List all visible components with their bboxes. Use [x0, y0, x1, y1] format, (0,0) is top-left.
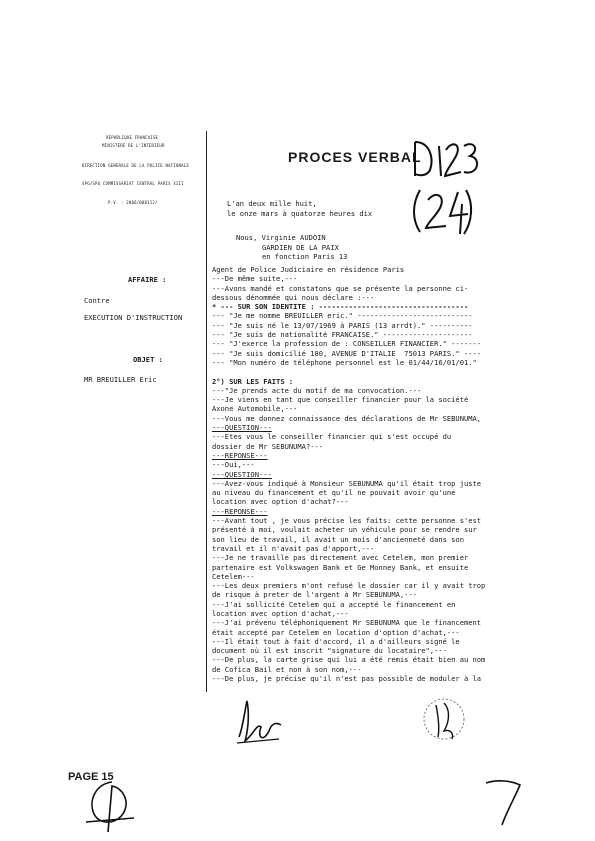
statement-line: ---"Je prends acte du motif de ma convocation.---	[212, 385, 422, 395]
margin-divider	[206, 131, 207, 692]
statement-line: ---Vous me donnez connaissance des déclarations de Mr SEBUNUMA,	[212, 413, 482, 423]
statement-body	[212, 265, 502, 683]
handwritten-annotation-d123	[412, 136, 484, 180]
statement-line: ---REPONSE---	[212, 450, 268, 460]
statement-line: dessous dénommée qui nous déclare :---	[212, 292, 375, 302]
statement-line: ---Il était tout à fait d'accord, il a d'ailleurs signé le	[212, 636, 460, 646]
statement-line: location avec option d'achat?---	[212, 497, 349, 507]
statement-line: ---Avons mandé et constatons que se présente la personne ci-	[212, 283, 469, 293]
statement-line: 2°) SUR LES FAITS :	[212, 376, 294, 386]
opening-line-2: le onze mars à quatorze heures dix	[227, 209, 373, 218]
statement-line: travail et il n'avait pas d'apport,---	[212, 543, 375, 553]
statement-line: présenté à moi, voulait acheter un véhicule pour se rendre sur	[212, 525, 477, 535]
statement-line: * --- SUR SON IDENTITE : -----------------------------------	[212, 302, 469, 312]
statement-line: --- "Je suis de nationalité FRANCAISE." ---------------------	[212, 330, 473, 340]
header-commissariat: SPG/SPQ COMMISSARIAT CENTRAL PARIS XIII	[82, 181, 184, 186]
officer-line-1: Nous, Virginie AUDOIN	[236, 233, 326, 242]
statement-line: ---De plus, je précise qu'il n'est pas possible de moduler à la	[212, 674, 482, 684]
header-pv-number: P.V. : 2006/000112/	[108, 200, 158, 205]
statement-line: Cetelem---	[212, 571, 255, 581]
statement-line: --- "Je me nomme BREUILLER eric." ---------------------------	[212, 311, 473, 321]
header-ministry: MINISTERE DE L'INTERIEUR	[102, 143, 165, 148]
header-republic: REPUBLIQUE FRANCAISE	[106, 135, 159, 140]
statement-line: ---QUESTION---	[212, 423, 272, 433]
statement-line: ---Etes vous le conseiller financier qui s'est occupé du	[212, 432, 452, 442]
signature-officer-2	[480, 775, 526, 827]
statement-line: ---J'ai sollicité Cetelem qui a accepté le financement en	[212, 599, 456, 609]
header-direction: DIRECTION GENERALE DE LA POLICE NATIONALE	[82, 163, 189, 168]
statement-line: ---Les deux premiers m'ont refusé le dossier car il y avait trop	[212, 581, 486, 591]
statement-line: ---De plus, la carte grise qui lui a été remis était bien au nom	[212, 655, 486, 665]
signature-officer-1	[82, 778, 138, 836]
statement-line: de Cofica Bail et non à son nom,---	[212, 664, 362, 674]
opening-line-1: L'an deux mille huit,	[227, 199, 317, 208]
officer-line-2: GARDIEN DE LA PAIX	[262, 243, 339, 252]
statement-line: au niveau du financement et qu'il ne pouvait avoir qu'une	[212, 488, 456, 498]
officer-line-3: en fonction Paris 13	[262, 252, 348, 261]
statement-line: --- "Je suis domicilié 180, AVENUE D'ITALIE 75013 PARIS." ----	[212, 348, 482, 358]
statement-line: ---J'ai prévenu téléphoniquement Mr SEBUNUMA que le financement	[212, 618, 482, 628]
statement-line: ---De même suite,---	[212, 274, 298, 284]
statement-line	[212, 367, 502, 376]
official-stamp	[420, 693, 468, 745]
objet-value: MR BREUILLER Eric	[84, 375, 157, 384]
statement-line: son lieu de travail, il avait un mois d'ancienneté dans son	[212, 534, 464, 544]
statement-line: Axone Automobile,---	[212, 404, 298, 414]
objet-label: OBJET :	[133, 355, 163, 364]
affaire-line-1: Contre	[84, 296, 110, 305]
statement-line: ---Je viens en tant que conseiller financier pour la société	[212, 395, 469, 405]
statement-line: ---QUESTION---	[212, 469, 272, 479]
signature-declarant	[235, 697, 285, 749]
affaire-label: AFFAIRE :	[128, 275, 167, 284]
statement-line: ---REPONSE---	[212, 506, 268, 516]
affaire-line-2: EXECUTION D'INSTRUCTION	[84, 313, 183, 322]
page-title: PROCES VERBAL	[288, 149, 422, 165]
statement-line: --- "Je suis né le 13/07/1969 à PARIS (13 arrdt)." ----------	[212, 320, 473, 330]
statement-line: était accepté par Cetelem en location d'option d'achat,---	[212, 627, 460, 637]
statement-line: location avec option d'achat,---	[212, 608, 349, 618]
statement-line: document où il est inscrit "signature du locataire",---	[212, 646, 447, 656]
statement-line: partenaire est Volkswagen Bank et Ge Monney Bank, et ensuite	[212, 562, 469, 572]
statement-line: --- "Mon numéro de téléphone personnel est le 01/44/16/01/01."	[212, 357, 477, 367]
statement-line: ---Je ne travaille pas directement avec Cetelem, mon premier	[212, 553, 469, 563]
statement-line: ---Avez-vous indiqué à Monsieur SEBUNUMA qu'il était trop juste	[212, 478, 482, 488]
handwritten-annotation-24	[412, 186, 472, 238]
statement-line: --- "J'exerce la profession de : CONSEILLER FINANCIER." -------	[212, 339, 482, 349]
statement-line: ---Oui,---	[212, 460, 255, 470]
statement-line: Agent de Police Judiciaire en résidence Paris	[212, 265, 405, 274]
statement-line: dossier de Mr SEBUNUMA?---	[212, 441, 324, 451]
page-number: PAGE 15	[68, 771, 114, 783]
statement-line: de risque à preter de l'argent à Mr SEBUNUMA,---	[212, 590, 417, 600]
statement-line: ---Avant tout , je vous précise les faits: cette personne s'est	[212, 516, 482, 526]
